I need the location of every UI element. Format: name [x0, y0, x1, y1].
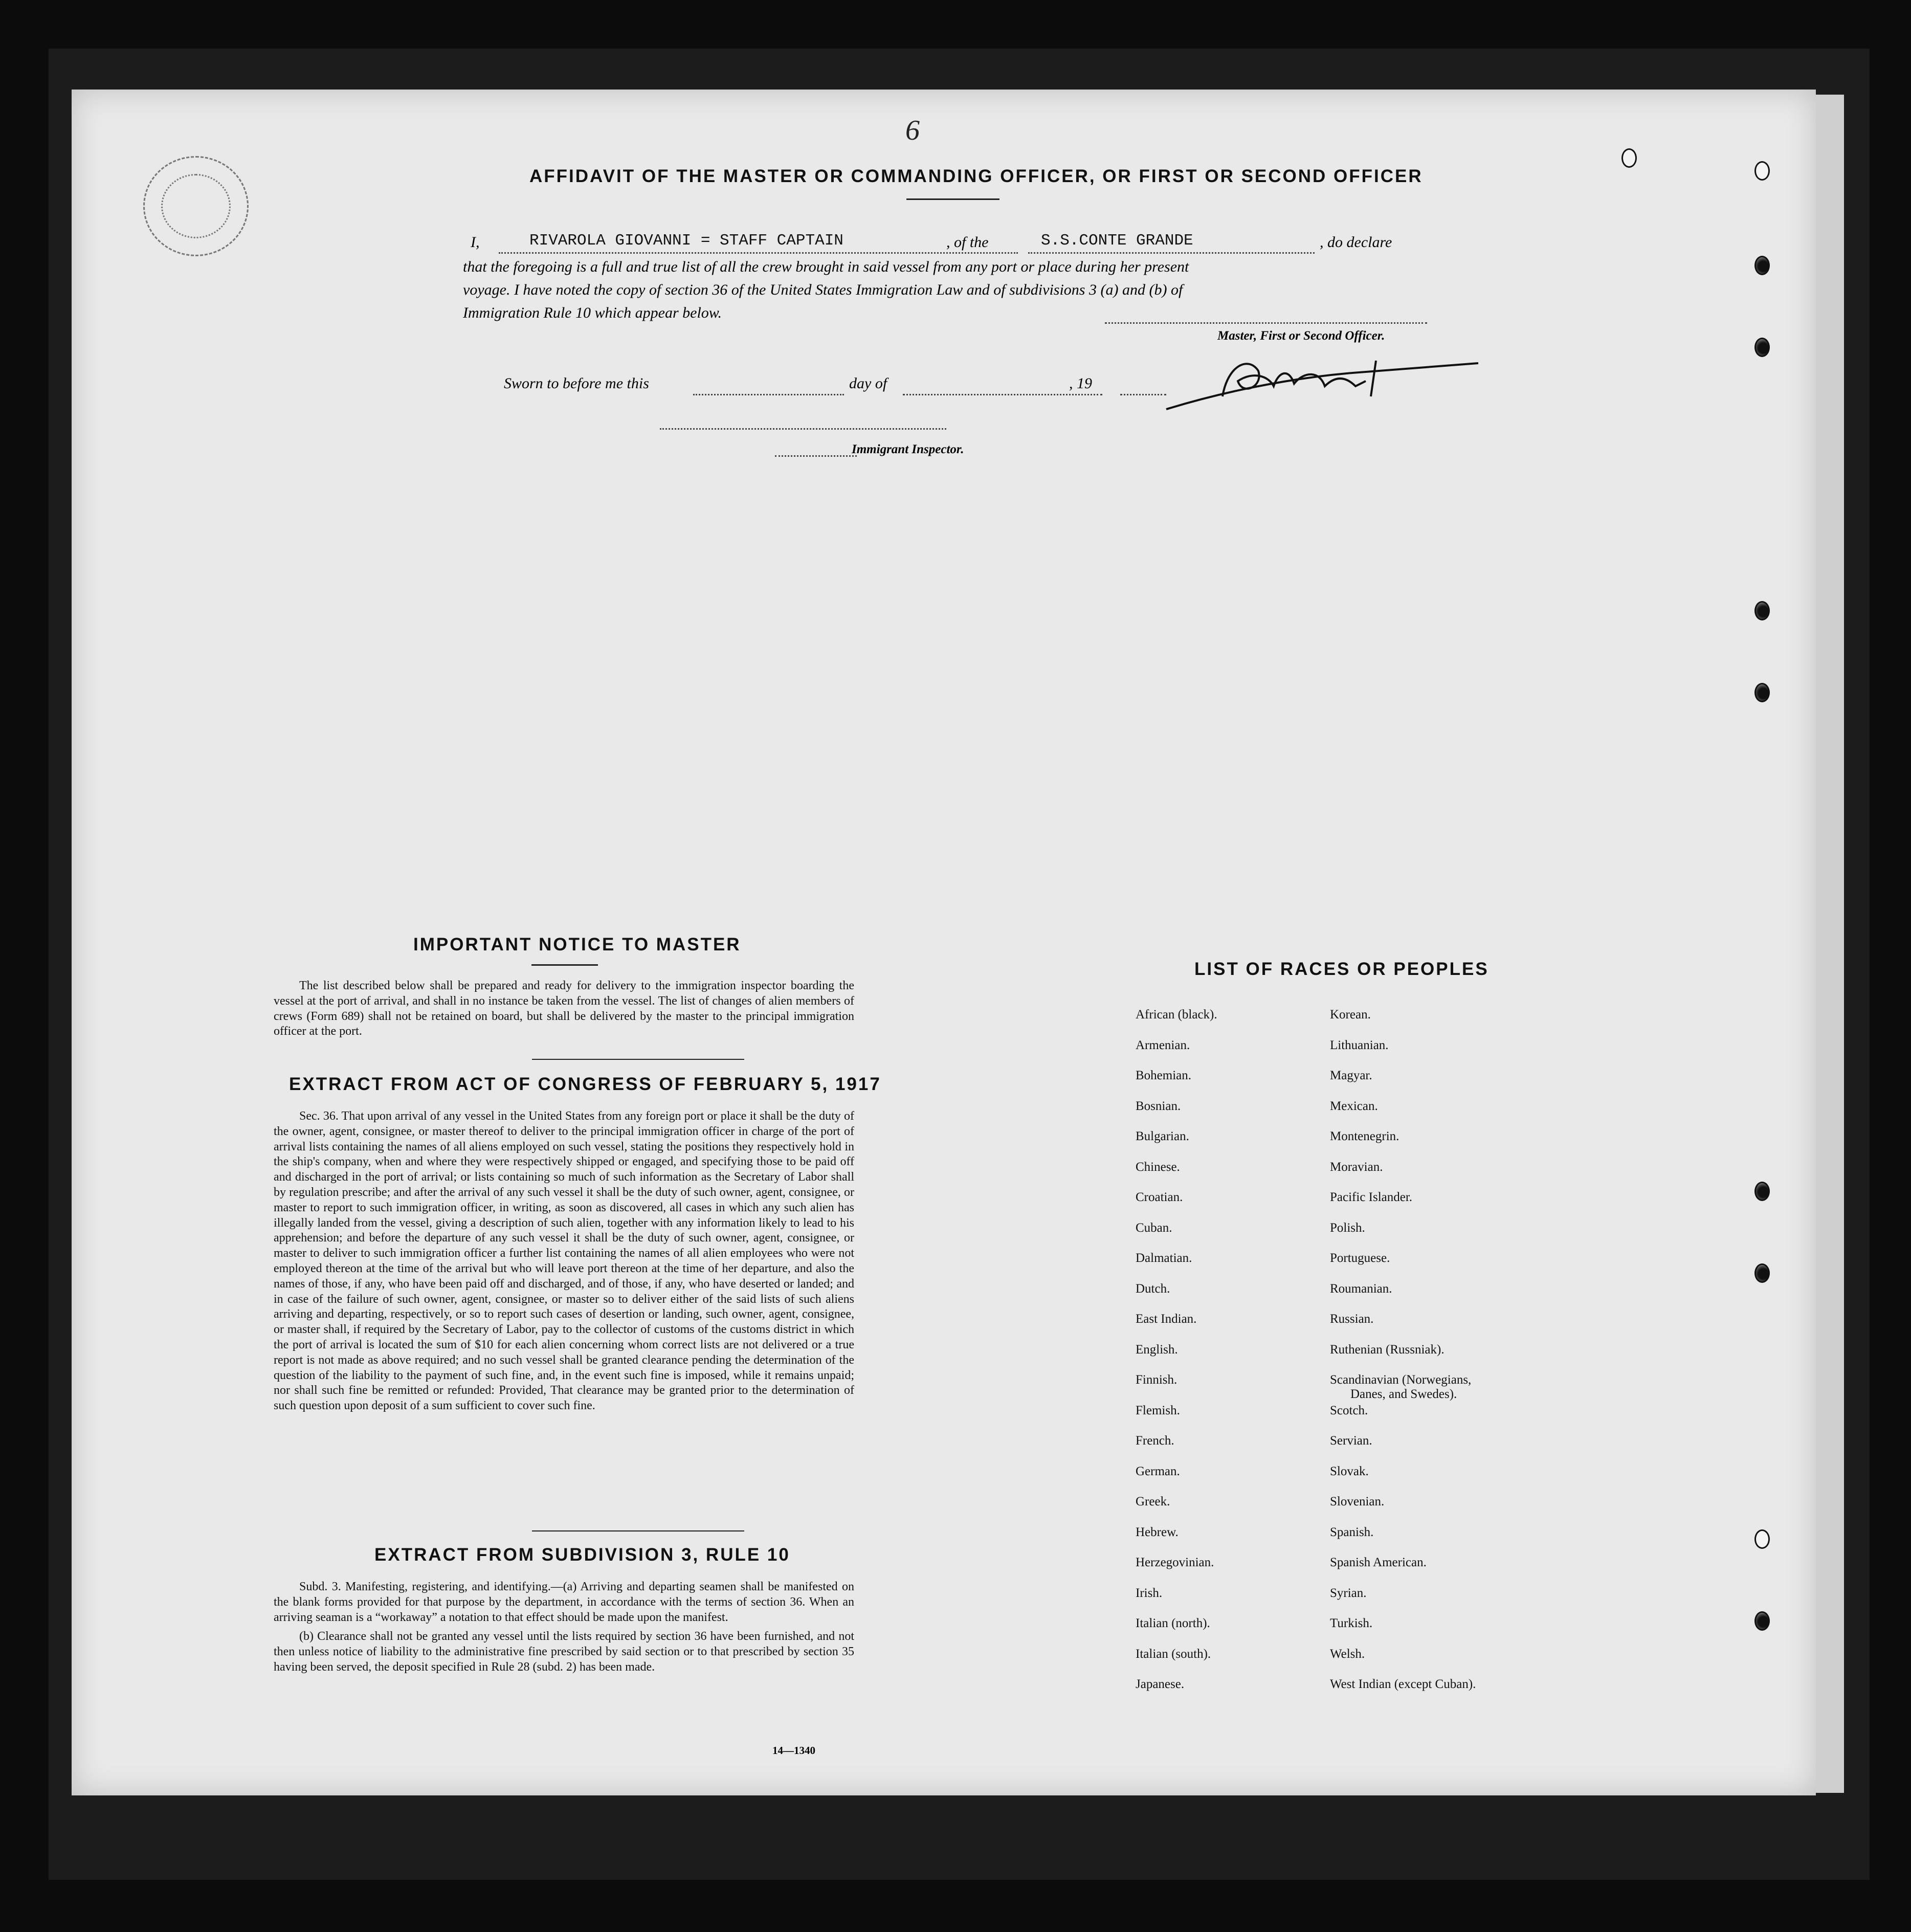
- punch-hole: [1754, 161, 1770, 181]
- race-item: Lithuanian.: [1330, 1038, 1389, 1052]
- notice-text-block: [274, 979, 854, 1043]
- affidavit-line-4: Immigration Rule 10 which appear below.: [463, 304, 722, 321]
- races-title: LIST OF RACES OR PEOPLES: [1194, 959, 1489, 979]
- race-item: Slovenian.: [1330, 1495, 1385, 1508]
- vessel-name: S.S.CONTE GRANDE: [1041, 232, 1193, 250]
- punch-hole: [1754, 601, 1770, 620]
- inspector-label: Immigrant Inspector.: [852, 442, 964, 456]
- race-item: Herzegovinian.: [1136, 1556, 1214, 1569]
- race-item: Finnish.: [1136, 1373, 1177, 1387]
- punch-hole: [1754, 683, 1770, 702]
- of-the-label: , of the: [946, 234, 989, 251]
- year-label: , 19: [1069, 375, 1092, 392]
- affidavit-title-rule: [906, 198, 999, 200]
- extract-rule-paragraph-a: Subd. 3. Manifesting, registering, and identifying.—(a) Arriving and departing seamen shall be manifested on the blank forms provided for that purpose by the department, in accordance with the terms of section 36. When an arriving seaman is a “workaway” a notation to that effect should be made upon the manifest.: [274, 1580, 854, 1624]
- race-item: Croatian.: [1136, 1190, 1183, 1204]
- punch-hole: [1754, 1182, 1770, 1201]
- extract-act-title: EXTRACT FROM ACT OF CONGRESS OF FEBRUARY 5, 1917: [289, 1074, 881, 1094]
- race-item: Spanish American.: [1330, 1556, 1427, 1569]
- race-item: Montenegrin.: [1330, 1129, 1399, 1143]
- race-item: Welsh.: [1330, 1647, 1365, 1661]
- sworn-day-line: [693, 394, 844, 395]
- race-item: Chinese.: [1136, 1160, 1180, 1174]
- punch-hole: [1754, 256, 1770, 275]
- notice-title-rule: [531, 964, 598, 966]
- race-item: Servian.: [1330, 1434, 1372, 1448]
- affidavit-line-2: that the foregoing is a full and true list of all the crew brought in said vessel from any port or place during her present: [463, 258, 1189, 275]
- race-item: Magyar.: [1330, 1069, 1372, 1082]
- race-item: German.: [1136, 1464, 1180, 1478]
- extract-act-paragraph: Sec. 36. That upon arrival of any vessel in the United States from any foreign port or place it shall be the duty of the owner, agent, consignee, or master thereof to deliver to the principal immigration officer in charge of the port of arrival lists containing the names of all aliens employed on such vessel, stating the positions they respectively hold in the ship's company, when and where they were respectively shipped or engaged, and specifying those to be paid off and discharged in the port of arrival; or lists containing so much of such information as the Secretary of Labor shall by regulation prescribe; and after the arrival of any such vessel it shall be the duty of such owner, agent, consignee, or master to report to such immigration officer, in writing, as soon as discovered, all cases in which any such alien has illegally landed from the vessel, giving a description of such alien, together with any information likely to lead to his apprehension; and before the departure of any such vessel it shall be the duty of such owner, agent, consignee, or master to deliver to such immigration officer a further list containing the names of all alien employees who were not employed thereon at the time of the arrival but who will leave port thereon at the time of her departure, and also the names of those, if any, who have been paid off and discharged, and of those, if any, who have deserted or landed; and in case of the failure of such owner, agent, consignee, or master so to deliver either of the said lists of such aliens arriving and departing, respectively, or so to report such cases of desertion or landing, such owner, agent, consignee, or master shall, if required by the Secretary of Labor, pay to the collector of customs of the customs district in which the port of arrival is located the sum of $10 for each alien concerning whom correct lists are not delivered or a true report is not made as above required; and no such vessel shall be granted clearance pending the determination of the question of the liability to the payment of such fine, and, in the event such fine is imposed, while it remains unpaid; nor shall such fine be remitted or refunded: Provided, That clearance may be granted prior to the determination of such question upon deposit of a sum sufficient to cover such fine.: [274, 1109, 854, 1413]
- race-item: Hebrew.: [1136, 1525, 1179, 1539]
- race-item: Pacific Islander.: [1330, 1190, 1413, 1204]
- race-item: English.: [1136, 1342, 1178, 1357]
- inspector-signature-line: [660, 428, 946, 430]
- page-edge: [1816, 95, 1844, 1793]
- declare-label: , do declare: [1320, 234, 1392, 251]
- inspector-lead-line: [775, 455, 857, 457]
- race-item: Italian (north).: [1136, 1616, 1210, 1630]
- extract-act-block: [274, 1109, 854, 1418]
- race-item: Mexican.: [1330, 1099, 1378, 1113]
- race-item: Spanish.: [1330, 1525, 1374, 1539]
- race-item: Ruthenian (Russniak).: [1330, 1342, 1445, 1357]
- race-item: Irish.: [1136, 1586, 1163, 1600]
- notice-title: IMPORTANT NOTICE TO MASTER: [413, 935, 741, 954]
- race-item: Armenian.: [1136, 1038, 1190, 1052]
- seal-stamp-inner: [161, 174, 231, 238]
- race-item: East Indian.: [1136, 1312, 1197, 1326]
- race-item: Bosnian.: [1136, 1099, 1181, 1113]
- race-item: Bulgarian.: [1136, 1129, 1189, 1143]
- race-item: Scandinavian (Norwegians,: [1330, 1373, 1472, 1387]
- officer-name-line: [499, 252, 1018, 254]
- officer-name: RIVAROLA GIOVANNI = STAFF CAPTAIN: [529, 232, 843, 250]
- race-item: African (black).: [1136, 1008, 1217, 1021]
- punch-hole: [1754, 1529, 1770, 1549]
- race-item: Korean.: [1330, 1008, 1371, 1021]
- race-item: Bohemian.: [1136, 1069, 1192, 1082]
- extract-rule-title: EXTRACT FROM SUBDIVISION 3, RULE 10: [374, 1545, 790, 1565]
- punch-hole: [1754, 1611, 1770, 1631]
- race-item: Moravian.: [1330, 1160, 1383, 1174]
- extract-rule-paragraph-b: (b) Clearance shall not be granted any vessel until the lists required by section 36 have been furnished, and not then unless notice of liability to the administrative fine prescribed by said section or to that prescribed by section 35 having been served, the deposit specified in Rule 28 (subd. 2) has been made.: [274, 1630, 854, 1674]
- sworn-month-line: [903, 394, 1102, 395]
- affidavit-i-label: I,: [471, 234, 480, 251]
- punch-hole: [1754, 1263, 1770, 1283]
- race-item: French.: [1136, 1434, 1174, 1448]
- sworn-label: Sworn to before me this: [504, 375, 649, 392]
- affidavit-title: AFFIDAVIT OF THE MASTER OR COMMANDING OFFICER, OR FIRST OR SECOND OFFICER: [529, 166, 1423, 186]
- sworn-year-line: [1120, 394, 1166, 395]
- form-number: 14—1340: [772, 1744, 815, 1757]
- vessel-name-line: [1028, 252, 1315, 254]
- master-signature-line: [1105, 322, 1427, 324]
- race-item: Portuguese.: [1330, 1251, 1390, 1265]
- page-number-mark: 6: [905, 115, 920, 146]
- extract-rule-block: [274, 1580, 854, 1679]
- punch-hole: [1754, 338, 1770, 357]
- race-item: Japanese.: [1136, 1677, 1185, 1691]
- race-item: Scotch.: [1330, 1403, 1368, 1417]
- race-item: Syrian.: [1330, 1586, 1367, 1600]
- race-item: Italian (south).: [1136, 1647, 1211, 1661]
- notice-divider: [532, 1059, 744, 1060]
- race-item: West Indian (except Cuban).: [1330, 1677, 1476, 1691]
- document-page: [72, 90, 1816, 1795]
- race-item: Russian.: [1330, 1312, 1374, 1326]
- race-item: Polish.: [1330, 1220, 1365, 1235]
- race-item: Dutch.: [1136, 1281, 1170, 1296]
- master-label: Master, First or Second Officer.: [1217, 329, 1385, 343]
- race-item: Flemish.: [1136, 1403, 1180, 1417]
- race-item: Danes, and Swedes).: [1350, 1387, 1457, 1401]
- race-item: Roumanian.: [1330, 1281, 1392, 1296]
- race-item: Turkish.: [1330, 1616, 1373, 1630]
- affidavit-line-3: voyage. I have noted the copy of section 36 of the United States Immigration Law and of subdivisions 3 (a) and (b) of: [463, 281, 1183, 298]
- day-of-label: day of: [849, 375, 887, 392]
- master-signature: [1151, 340, 1488, 422]
- extract-act-divider: [532, 1530, 744, 1531]
- notice-paragraph: The list described below shall be prepared and ready for delivery to the immigration inspector boarding the vessel at the port of arrival, and shall in no instance be taken from the vessel. The list of changes of alien members of crews (Form 689) shall not be retained on board, but shall be delivered by the master to the principal immigration officer at the port.: [274, 979, 854, 1038]
- race-item: Dalmatian.: [1136, 1251, 1192, 1265]
- race-item: Greek.: [1136, 1495, 1170, 1508]
- punch-hole: [1621, 148, 1637, 168]
- race-item: Cuban.: [1136, 1220, 1172, 1235]
- race-item: Slovak.: [1330, 1464, 1369, 1478]
